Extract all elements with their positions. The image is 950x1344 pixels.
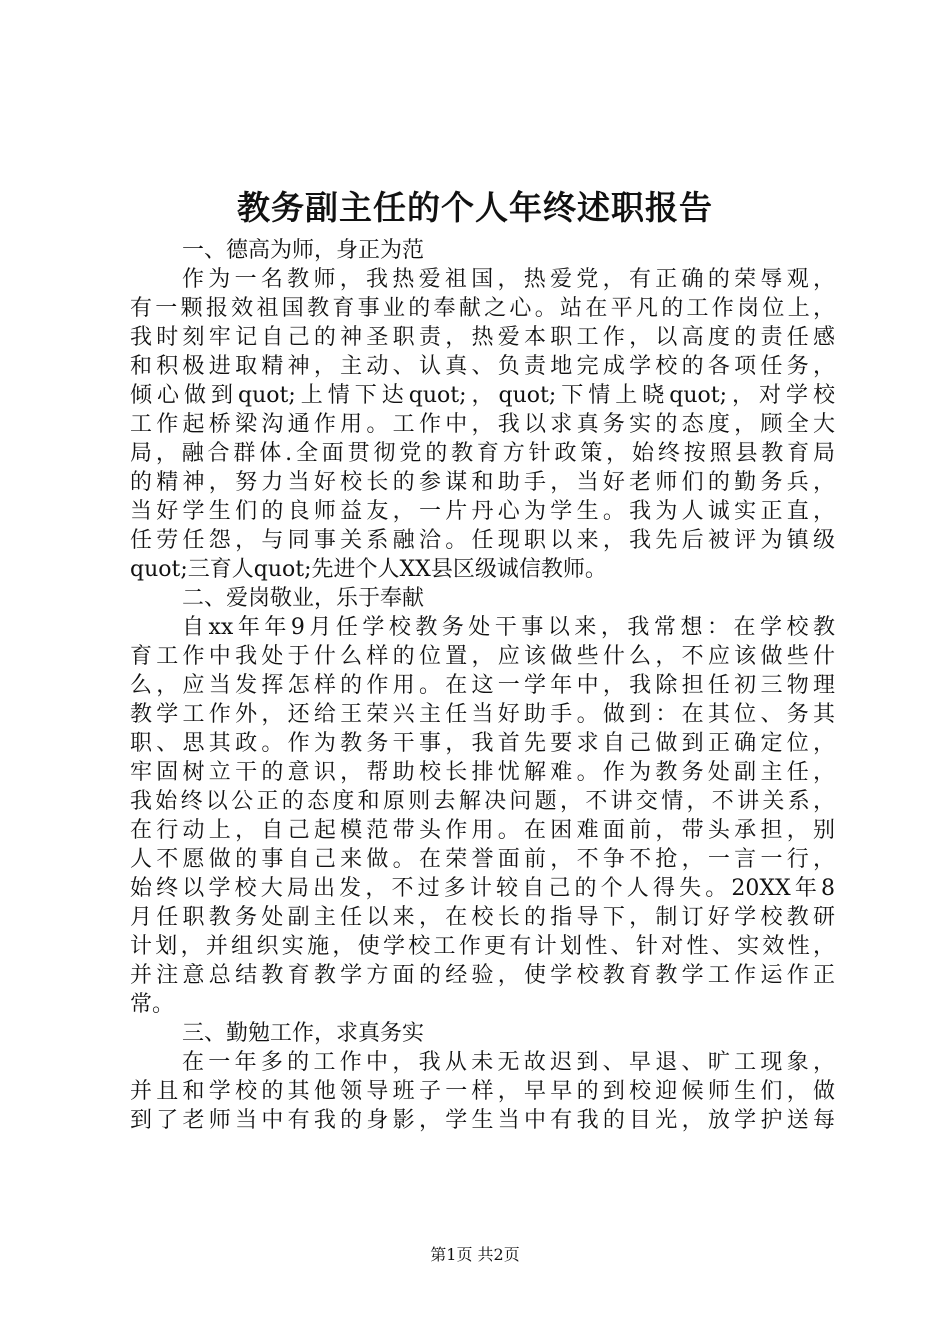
text-line: 的精神，努力当好校长的参谋和助手，当好老师们的勤务兵， (130, 470, 835, 495)
text-line: 我时刻牢记自己的神圣职责，热爱本职工作，以高度的责任感 (130, 325, 835, 350)
text-line: 倾心做到quot;上情下达quot;，quot;下情上晓quot;，对学校 (130, 383, 835, 408)
text-line: 到了老师当中有我的身影，学生当中有我的目光，放学护送每 (130, 1108, 835, 1133)
text-line: 工作起桥梁沟通作用。工作中，我以求真务实的态度，顾全大 (130, 412, 835, 437)
text-line: 计划，并组织实施，使学校工作更有计划性、针对性、实效性， (130, 934, 835, 959)
text-line: 职、思其政。作为教务干事，我首先要求自己做到正确定位， (130, 731, 835, 756)
text-line: 局，融合群体.全面贯彻党的教育方针政策，始终按照县教育局 (130, 441, 835, 466)
text-line: 任劳任怨，与同事关系融洽。任现职以来，我先后被评为镇级 (130, 528, 835, 553)
text-line: 在一年多的工作中，我从未无故迟到、早退、旷工现象， (182, 1050, 835, 1075)
section-heading: 三、勤勉工作，求真务实 (182, 1021, 425, 1046)
text-line: 常。 (130, 992, 175, 1017)
text-line: 当好学生们的良师益友，一片丹心为学生。我为人诚实正直， (130, 499, 835, 524)
text-line: 作为一名教师，我热爱祖国，热爱党，有正确的荣辱观， (182, 267, 835, 292)
text-line: 和积极进取精神，主动、认真、负责地完成学校的各项任务， (130, 354, 835, 379)
text-line: 牢固树立干的意识，帮助校长排忧解难。作为教务处副主任， (130, 760, 835, 785)
text-line: 月任职教务处副主任以来，在校长的指导下，制订好学校教研 (130, 905, 835, 930)
text-line: 么，应当发挥怎样的作用。在这一学年中，我除担任初三物理 (130, 673, 835, 698)
document-body (130, 236, 835, 1135)
text-line: 并且和学校的其他领导班子一样，早早的到校迎候师生们，做 (130, 1079, 835, 1104)
section-heading: 二、爱岗敬业，乐于奉献 (182, 586, 425, 611)
text-line: 并注意总结教育教学方面的经验，使学校教育教学工作运作正 (130, 963, 835, 988)
section-heading: 一、德高为师，身正为范 (182, 238, 425, 263)
text-line: 始终以学校大局出发，不过多计较自己的个人得失。20XX年8 (130, 876, 835, 901)
text-line: 教学工作外，还给王荣兴主任当好助手。做到：在其位、务其 (130, 702, 835, 727)
text-line: 在行动上，自己起模范带头作用。在困难面前，带头承担，别 (130, 818, 835, 843)
page-number-footer: 第1页 共2页 (430, 1245, 520, 1264)
text-line: 育工作中我处于什么样的位置，应该做些什么，不应该做些什 (130, 644, 835, 669)
text-line: 人不愿做的事自己来做。在荣誉面前，不争不抢，一言一行， (130, 847, 835, 872)
text-line: quot;三育人quot;先进个人XX县区级诚信教师。 (130, 557, 607, 582)
text-line: 有一颗报效祖国教育事业的奉献之心。站在平凡的工作岗位上， (130, 296, 835, 321)
text-line: 我始终以公正的态度和原则去解决问题，不讲交情，不讲关系， (130, 789, 835, 814)
text-line: 自xx年年9月任学校教务处干事以来，我常想：在学校教 (182, 615, 835, 640)
page-title: 教务副主任的个人年终述职报告 (237, 188, 713, 227)
